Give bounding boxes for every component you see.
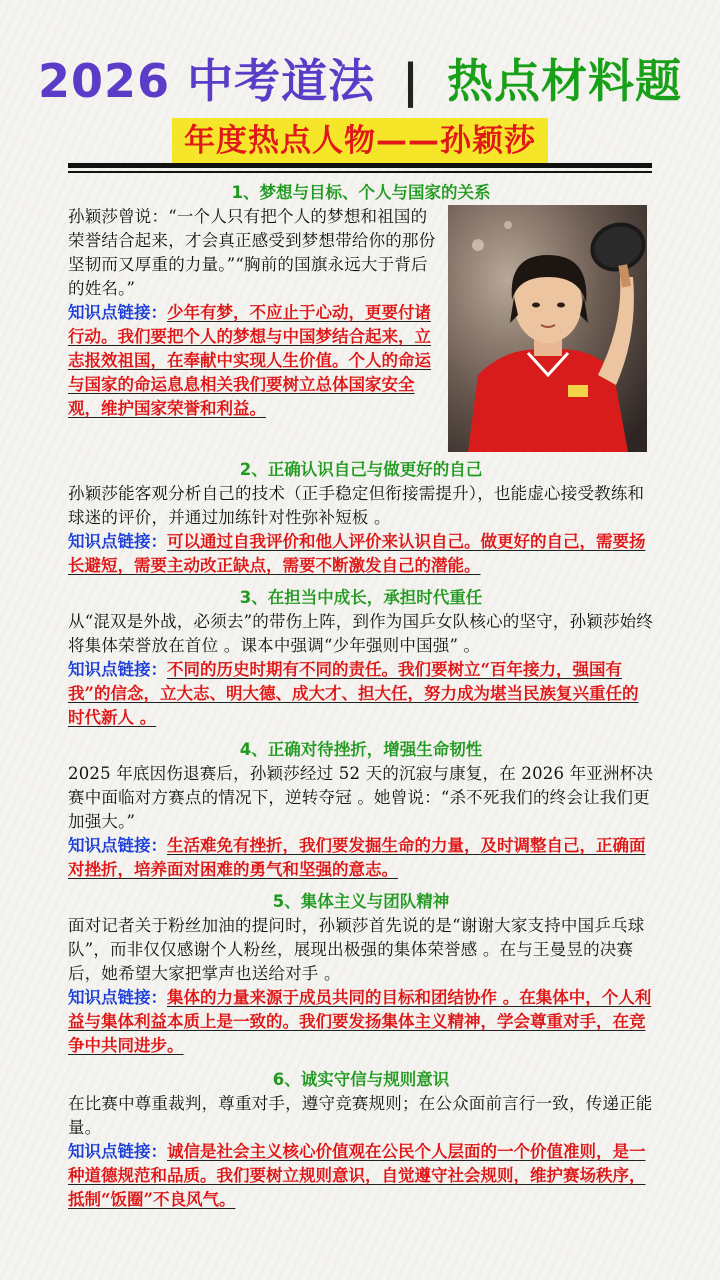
section-heading: 2、正确认识自己与做更好的自己 — [239, 460, 483, 479]
knowledge-text: 不同的历史时期有不同的责任。我们要树立“百年接力，强国有我”的信念，立大志、明大德、成大才、担大任，努力成为堪当民族复兴重任的时代新人 。 — [68, 660, 639, 727]
section-material: 面对记者关于粉丝加油的提问时，孙颖莎首先说的是“谢谢大家支持中国乒乓球队”，而非仅仅感谢个人粉丝，展现出极强的集体荣誉感 。在与王曼昱的决赛后，她希望大家把掌声也送给对手 。 — [68, 916, 645, 983]
section-heading: 4、正确对待挫折，增强生命韧性 — [239, 740, 483, 759]
athlete-photo-illustration — [448, 205, 647, 452]
title-subject: 中考道法 — [187, 54, 376, 108]
athlete-photo — [448, 205, 647, 452]
divider-thick — [68, 163, 652, 168]
section-6 — [68, 1068, 654, 1212]
knowledge-label: 知识点链接： — [68, 836, 167, 855]
title-divider: | — [402, 54, 420, 108]
section-material: 孙颖莎能客观分析自己的技术（正手稳定但衔接需提升），也能虚心接受教练和球迷的评价，并通过加练针对性弥补短板 。 — [68, 484, 645, 527]
section-heading: 3、在担当中成长，承担时代重任 — [239, 588, 483, 607]
section-knowledge — [68, 986, 654, 1058]
section-3 — [68, 586, 654, 730]
section-heading: 6、诚实守信与规则意识 — [272, 1070, 450, 1089]
section-knowledge — [68, 530, 654, 578]
knowledge-label: 知识点链接： — [68, 660, 167, 679]
page-title — [0, 52, 720, 110]
title-topic: 热点材料题 — [446, 54, 682, 108]
section-knowledge — [68, 834, 654, 882]
section-material: 从“混双是外战，必须去”的带伤上阵，到作为国乒女队核心的坚守，孙颖莎始终将集体荣誉放在首位 。课本中强调“少年强则中国强” 。 — [68, 612, 654, 655]
section-heading: 1、梦想与目标、个人与国家的关系 — [231, 183, 491, 202]
section-heading: 5、集体主义与团队精神 — [272, 892, 450, 911]
knowledge-text: 诚信是社会主义核心价值观在公民个人层面的一个价值准则，是一种道德规范和品质。我们要树立规则意识，自觉遵守社会规则，维护赛场秩序，抵制“饭圈”不良风气。 — [68, 1142, 646, 1209]
page-subtitle: 年度热点人物——孙颖莎 — [172, 118, 548, 164]
knowledge-label: 知识点链接： — [68, 988, 167, 1007]
section-2 — [68, 458, 654, 578]
knowledge-text: 生活难免有挫折，我们要发掘生命的力量，及时调整自己，正确面对挫折，培养面对困难的勇气和坚强的意志。 — [68, 836, 646, 879]
section-5 — [68, 890, 654, 1058]
section-material: 孙颖莎曾说：“一个人只有把个人的梦想和祖国的荣誉结合起来，才会真正感受到梦想带给你的那份坚韧而又厚重的力量。”“胸前的国旗永远大于背后的姓名。” — [68, 207, 436, 298]
section-material: 2025 年底因伤退赛后，孙颖莎经过 52 天的沉寂与康复，在 2026 年亚洲杯决赛中面临对方赛点的情况下，逆转夺冠 。她曾说：“杀不死我们的终会让我们更加强大。” — [68, 764, 654, 831]
section-material: 在比赛中尊重裁判，尊重对手，遵守竞赛规则；在公众面前言行一致，传递正能量。 — [68, 1094, 653, 1137]
section-knowledge — [68, 1140, 654, 1212]
title-year: 2026 — [38, 54, 171, 108]
knowledge-text: 可以通过自我评价和他人评价来认识自己。做更好的自己，需要扬长避短，需要主动改正缺点，需要不断激发自己的潜能。 — [68, 532, 646, 575]
knowledge-label: 知识点链接： — [68, 532, 167, 551]
knowledge-text: 集体的力量来源于成员共同的目标和团结协作 。在集体中，个人利益与集体利益本质上是一致的。我们要发扬集体主义精神，学会尊重对手，在竞争中共同进步。 — [68, 988, 652, 1055]
section-4 — [68, 738, 654, 882]
knowledge-label: 知识点链接： — [68, 1142, 167, 1161]
knowledge-text: 少年有梦，不应止于心动，更要付诸行动。我们要把个人的梦想与中国梦结合起来，立志报效祖国，在奉献中实现人生价值。个人的命运与国家的命运息息相关我们要树立总体国家安全观，维护国家荣誉和利益。 — [68, 303, 431, 418]
knowledge-label: 知识点链接： — [68, 303, 167, 322]
section-knowledge — [68, 301, 440, 421]
section-knowledge — [68, 658, 654, 730]
subtitle-container — [0, 118, 720, 164]
divider-thin — [68, 171, 652, 173]
